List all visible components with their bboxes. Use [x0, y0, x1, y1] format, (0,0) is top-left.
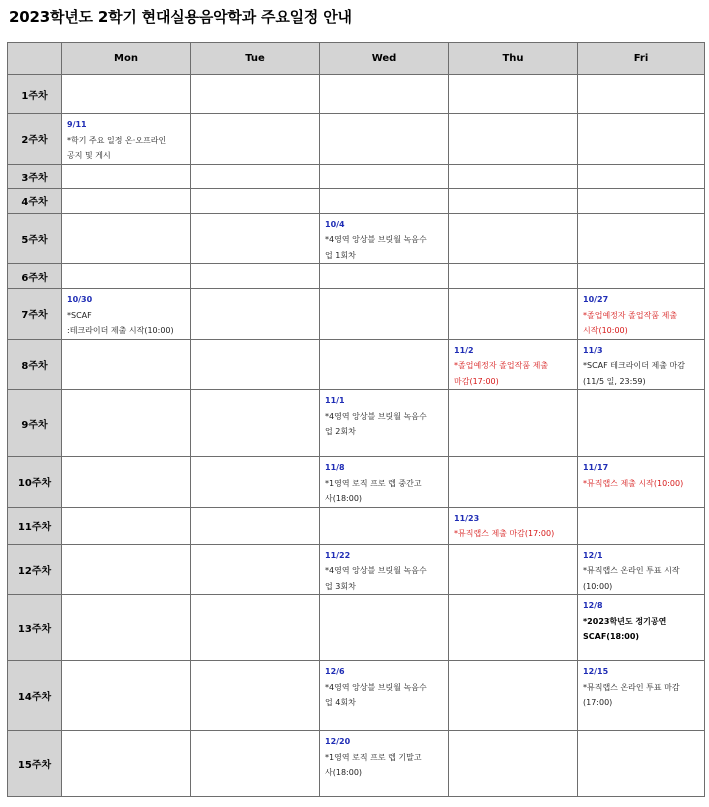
event-text: 사(18:00) [325, 494, 363, 503]
event-date: 11/23 [454, 513, 480, 523]
event-text: 마감(17:00) [454, 376, 499, 386]
event-text: :테크라이더 제출 시작(10:00) [67, 326, 174, 335]
week-label: 7주차 [8, 289, 62, 340]
day-cell [449, 289, 578, 340]
event-date: 11/22 [325, 550, 351, 560]
week-row [8, 264, 705, 289]
event-entry [320, 545, 448, 595]
event-date: 12/1 [583, 550, 603, 560]
day-cell [320, 264, 449, 289]
event-date: 12/8 [583, 601, 603, 610]
event-entry [320, 731, 448, 781]
day-cell [578, 544, 705, 595]
day-cell [62, 114, 191, 165]
week-row [8, 390, 705, 457]
day-cell [449, 731, 578, 797]
event-date: 12/20 [325, 737, 351, 746]
day-cell [320, 544, 449, 595]
day-cell [62, 213, 191, 264]
day-cell [578, 164, 705, 188]
week-label: 5주차 [8, 213, 62, 264]
event-entry [320, 457, 448, 507]
event-entry [449, 340, 577, 390]
week-row [8, 507, 705, 544]
day-header: Mon [62, 43, 191, 75]
day-cell [62, 75, 191, 114]
day-cell [449, 164, 578, 188]
event-entry [578, 340, 704, 390]
page-title: 2023학년도 2학기 현대실용음악학과 주요일정 안내 [9, 8, 352, 26]
event-date: 10/30 [67, 295, 93, 304]
day-cell [191, 164, 320, 188]
day-cell [320, 164, 449, 188]
week-row [8, 731, 705, 797]
day-cell [191, 661, 320, 731]
event-date: 12/6 [325, 667, 345, 676]
event-text: 업 3회차 [325, 581, 356, 591]
event-entry [62, 114, 190, 164]
event-text: *1영역 로직 프로 렙 중간고 [325, 478, 422, 488]
event-text: (10:00) [583, 581, 613, 591]
event-text: 업 2회차 [325, 427, 356, 436]
event-text: *4영역 앙상블 브릿월 녹음수 [325, 682, 427, 692]
day-cell [191, 75, 320, 114]
day-cell [191, 390, 320, 457]
event-text: *4영역 앙상블 브릿월 녹음수 [325, 411, 427, 421]
corner-cell [8, 43, 62, 75]
event-text: *뮤직랩스 제출 마감(17:00) [454, 529, 555, 538]
week-row [8, 213, 705, 264]
day-cell [62, 264, 191, 289]
day-cell [578, 390, 705, 457]
day-cell [191, 544, 320, 595]
event-text: *학기 주요 일정 온·오프라인 [67, 135, 167, 145]
week-label: 14주차 [8, 661, 62, 731]
day-cell [320, 75, 449, 114]
day-header: Fri [578, 43, 705, 75]
event-entry [578, 595, 704, 645]
day-cell [320, 731, 449, 797]
week-label: 4주차 [8, 188, 62, 213]
event-text: 시작(10:00) [583, 326, 628, 335]
day-cell [449, 339, 578, 390]
day-cell [62, 507, 191, 544]
week-label: 13주차 [8, 595, 62, 661]
event-date: 12/15 [583, 667, 609, 676]
day-cell [320, 114, 449, 165]
day-cell [62, 188, 191, 213]
day-cell [578, 507, 705, 544]
week-label: 6주차 [8, 264, 62, 289]
event-date: 10/27 [583, 295, 609, 304]
event-entry [578, 661, 704, 711]
day-cell [578, 188, 705, 213]
day-cell [62, 544, 191, 595]
schedule-table [7, 42, 705, 797]
day-cell [320, 661, 449, 731]
week-label: 9주차 [8, 390, 62, 457]
event-date: 11/17 [583, 463, 609, 472]
event-text: *뮤직랩스 제출 시작(10:00) [583, 478, 684, 488]
event-text: (11/5 일, 23:59) [583, 376, 646, 386]
event-entry [320, 214, 448, 264]
day-cell [578, 457, 705, 508]
event-entry [578, 457, 704, 491]
event-date: 11/3 [583, 345, 603, 355]
day-cell [62, 289, 191, 340]
day-cell [320, 390, 449, 457]
event-text: *4영역 앙상블 브릿월 녹음수 [325, 566, 427, 575]
day-cell [320, 339, 449, 390]
event-date: 11/1 [325, 396, 345, 405]
day-cell [191, 507, 320, 544]
day-cell [62, 339, 191, 390]
day-cell [449, 390, 578, 457]
week-label: 15주차 [8, 731, 62, 797]
day-cell [191, 457, 320, 508]
event-text: 공지 및 게시 [67, 151, 111, 160]
day-header: Tue [191, 43, 320, 75]
day-cell [320, 507, 449, 544]
week-label: 1주차 [8, 75, 62, 114]
week-row [8, 114, 705, 165]
week-label: 10주차 [8, 457, 62, 508]
day-header: Wed [320, 43, 449, 75]
event-text: *졸업예정자 졸업작품 제출 [454, 361, 549, 370]
day-cell [449, 213, 578, 264]
event-date: 9/11 [67, 120, 87, 129]
week-row [8, 75, 705, 114]
week-label: 3주차 [8, 164, 62, 188]
event-text: 사(18:00) [325, 768, 363, 777]
day-cell [62, 661, 191, 731]
event-date: 10/4 [325, 219, 345, 229]
day-cell [320, 595, 449, 661]
event-text: *뮤직랩스 온라인 투표 시작 [583, 566, 680, 575]
event-text: *SCAF [67, 310, 92, 320]
day-cell [191, 595, 320, 661]
day-cell [191, 213, 320, 264]
day-cell [449, 114, 578, 165]
day-cell [320, 188, 449, 213]
day-cell [62, 595, 191, 661]
day-cell [449, 544, 578, 595]
day-cell [191, 289, 320, 340]
week-label: 12주차 [8, 544, 62, 595]
week-row [8, 164, 705, 188]
day-cell [191, 188, 320, 213]
day-cell [62, 731, 191, 797]
day-cell [449, 457, 578, 508]
day-cell [320, 213, 449, 264]
day-cell [191, 339, 320, 390]
day-cell [578, 75, 705, 114]
day-cell [578, 661, 705, 731]
event-text: *졸업예정자 졸업작품 제출 [583, 310, 678, 320]
day-cell [62, 457, 191, 508]
day-cell [320, 289, 449, 340]
event-entry [320, 390, 448, 440]
day-cell [449, 75, 578, 114]
day-cell [578, 264, 705, 289]
day-cell [449, 661, 578, 731]
week-row [8, 289, 705, 340]
event-entry [320, 661, 448, 711]
event-entry [449, 508, 577, 542]
day-cell [191, 114, 320, 165]
week-label: 11주차 [8, 507, 62, 544]
week-row [8, 595, 705, 661]
day-cell [62, 164, 191, 188]
week-label: 8주차 [8, 339, 62, 390]
event-text: SCAF(18:00) [583, 632, 640, 641]
week-row [8, 661, 705, 731]
day-cell [578, 595, 705, 661]
event-date: 11/2 [454, 345, 474, 355]
event-entry [578, 289, 704, 339]
day-cell [449, 188, 578, 213]
week-row [8, 188, 705, 213]
day-cell [449, 595, 578, 661]
day-cell [191, 264, 320, 289]
event-text: *뮤직랩스 온라인 투표 마감 [583, 682, 680, 692]
week-row [8, 544, 705, 595]
event-date: 11/8 [325, 463, 345, 472]
week-label: 2주차 [8, 114, 62, 165]
event-text: (17:00) [583, 698, 613, 707]
week-row [8, 457, 705, 508]
day-cell [449, 507, 578, 544]
event-text: *4영역 앙상블 브릿월 녹음수 [325, 235, 427, 244]
header-row [8, 43, 705, 75]
day-cell [62, 390, 191, 457]
day-cell [578, 213, 705, 264]
day-cell [320, 457, 449, 508]
event-entry [62, 289, 190, 339]
event-text: 업 4회차 [325, 698, 356, 707]
event-text: *1영역 로직 프로 렙 기말고 [325, 752, 422, 762]
day-cell [191, 731, 320, 797]
event-entry [578, 545, 704, 595]
event-text: *2023학년도 정기공연 [583, 616, 667, 626]
day-header: Thu [449, 43, 578, 75]
day-cell [578, 289, 705, 340]
event-text: 업 1회차 [325, 250, 356, 260]
event-text: *SCAF 테크라이더 제출 마감 [583, 361, 685, 370]
day-cell [578, 114, 705, 165]
day-cell [578, 731, 705, 797]
week-row [8, 339, 705, 390]
day-cell [578, 339, 705, 390]
day-cell [449, 264, 578, 289]
